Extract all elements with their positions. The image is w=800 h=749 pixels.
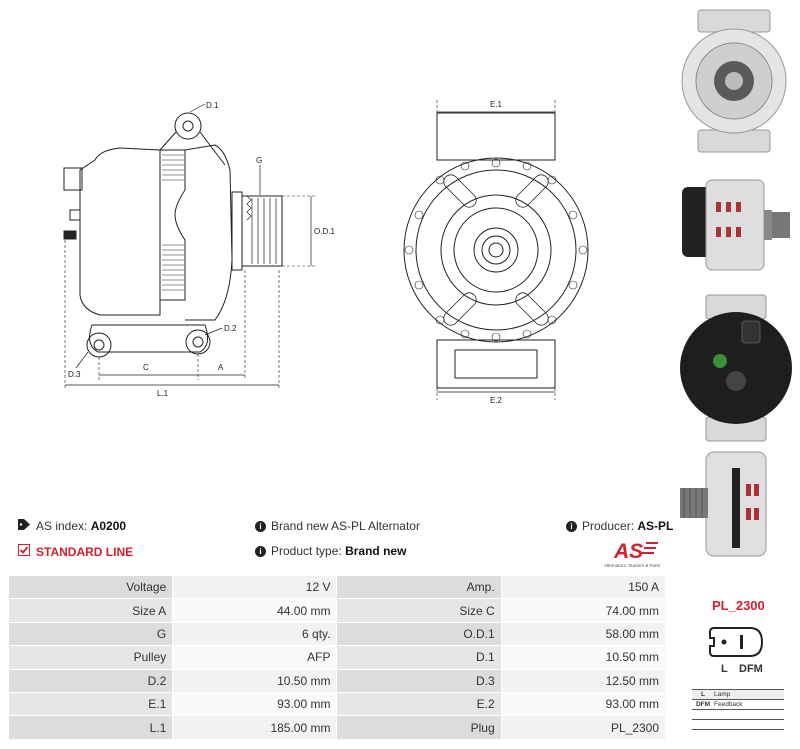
description-row — [255, 519, 420, 533]
as-index — [18, 519, 126, 533]
product-photo-back[interactable] — [676, 293, 800, 443]
spec-label: D.1 — [337, 646, 501, 669]
standard-line — [18, 544, 133, 559]
spec-value: 6 qty. — [173, 622, 337, 645]
label-od1: O.D.1 — [314, 227, 335, 236]
spec-label: G — [9, 622, 173, 645]
front-view-drawing — [395, 95, 610, 405]
producer-row — [566, 519, 673, 533]
spec-value: 93.00 mm — [501, 692, 665, 715]
spec-label: Pulley — [9, 646, 173, 669]
spec-label: O.D.1 — [337, 622, 501, 645]
spec-value: 44.00 mm — [173, 599, 337, 622]
product-photo-front[interactable] — [676, 5, 800, 155]
as-index-label: AS index: — [36, 519, 88, 533]
side-view-drawing — [55, 95, 335, 405]
spec-label: E.2 — [337, 692, 501, 715]
spec-value: 74.00 mm — [501, 599, 665, 622]
as-logo — [612, 539, 660, 561]
spec-label: Size A — [9, 599, 173, 622]
table-row — [9, 622, 666, 645]
label-d3: D.3 — [68, 370, 81, 379]
checkbox-icon — [18, 544, 30, 559]
tag-icon — [18, 519, 30, 533]
plug-legend — [692, 689, 784, 730]
spec-label: Size C — [337, 599, 501, 622]
table-row — [9, 646, 666, 669]
spec-value: PL_2300 — [501, 716, 665, 739]
spec-label: Voltage — [9, 576, 173, 599]
standard-line-label: STANDARD LINE — [36, 544, 134, 559]
producer-label: Producer: — [582, 519, 635, 533]
legend-value: Lamp — [714, 691, 731, 698]
legend-value: Feedback — [714, 701, 743, 708]
spec-label: Plug — [337, 716, 501, 739]
table-row — [9, 692, 666, 715]
legend-row — [692, 689, 784, 700]
plug-code[interactable]: PL_2300 — [712, 598, 765, 613]
table-row — [9, 599, 666, 622]
label-a: A — [218, 363, 224, 372]
plug-connector-icon — [708, 624, 766, 660]
label-e1: E.1 — [490, 100, 503, 109]
producer-value: AS-PL — [637, 519, 674, 533]
spec-label: D.2 — [9, 669, 173, 692]
plug-pin-l: L — [721, 663, 728, 675]
label-e2: E.2 — [490, 396, 503, 405]
legend-row — [692, 720, 784, 730]
spec-value: 12 V — [173, 576, 337, 599]
label-c: C — [143, 363, 149, 372]
legend-key: DFM — [695, 701, 711, 708]
label-l1: L.1 — [157, 389, 169, 398]
spec-value: AFP — [173, 646, 337, 669]
label-g: G — [256, 156, 263, 165]
spec-value: 58.00 mm — [501, 622, 665, 645]
as-index-value: A0200 — [90, 519, 127, 533]
info-icon: i — [566, 521, 577, 532]
table-row — [9, 576, 666, 599]
product-photo-side[interactable] — [676, 172, 800, 280]
spec-label: L.1 — [9, 716, 173, 739]
spec-value: 150 A — [501, 576, 665, 599]
spec-value: 12.50 mm — [501, 669, 665, 692]
spec-table — [8, 575, 666, 740]
product-type-value: Brand new — [345, 544, 407, 558]
product-type-row — [255, 544, 406, 558]
info-icon: i — [255, 546, 266, 557]
legend-key: L — [701, 691, 705, 698]
spec-label: Amp. — [337, 576, 501, 599]
spec-label: D.3 — [337, 669, 501, 692]
spec-value: 10.50 mm — [173, 669, 337, 692]
product-description: Brand new AS-PL Alternator — [271, 519, 420, 533]
logo-tagline: Alternators, Starters & Parts — [604, 563, 661, 568]
spec-label: E.1 — [9, 692, 173, 715]
product-type-label: Product type: — [271, 544, 342, 558]
label-d1: D.1 — [206, 101, 219, 110]
spec-value: 185.00 mm — [173, 716, 337, 739]
product-photo-angle[interactable] — [676, 448, 800, 560]
table-row — [9, 669, 666, 692]
plug-pin-dfm: DFM — [739, 663, 763, 675]
legend-row — [692, 700, 784, 710]
table-row — [9, 716, 666, 739]
info-icon: i — [255, 521, 266, 532]
label-d2: D.2 — [224, 324, 237, 333]
legend-row — [692, 710, 784, 720]
spec-value: 93.00 mm — [173, 692, 337, 715]
logo-brand: AS — [614, 540, 644, 563]
spec-value: 10.50 mm — [501, 646, 665, 669]
